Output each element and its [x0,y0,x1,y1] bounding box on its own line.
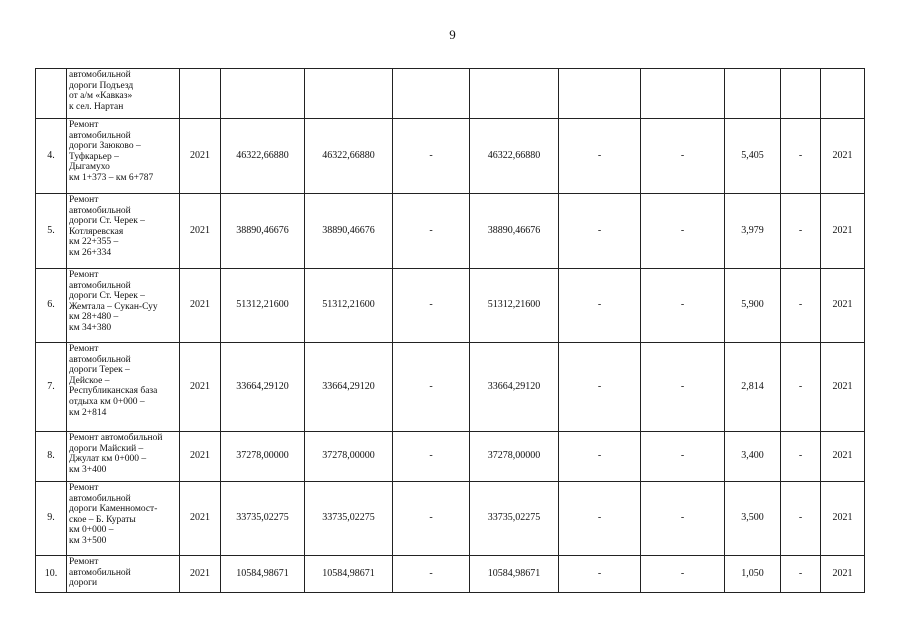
work-name-line: км 22+355 – [69,237,119,248]
work-name [67,119,180,194]
table-row [36,69,865,119]
cost-col-2: - [393,269,470,343]
end-year [821,69,865,119]
cost-col-6: - [781,432,821,482]
work-name-line: Ремонт [69,120,99,130]
work-name-line: км 2+814 [69,407,107,418]
work-name-line: к сел. Нартан [69,101,124,112]
work-name-line: км 28+480 – [69,312,119,323]
cost-col-6: - [781,343,821,432]
cost-col-6: - [781,482,821,556]
total-cost: 33664,29120 [221,343,305,432]
end-year: 2021 [821,556,865,593]
work-name-line: Жемтала – Сукан-Суу [69,301,158,312]
length-km: 5,900 [725,269,781,343]
work-name-line: Джулат км 0+000 – [69,454,147,465]
work-name [67,194,180,269]
start-year [180,69,221,119]
work-name-line: Дейское – [69,375,110,386]
cost-col-5: - [641,482,725,556]
work-name-line: Ремонт [69,557,99,567]
cost-col-5: - [641,194,725,269]
cost-col-3: 33735,02275 [470,482,559,556]
cost-col-3: 37278,00000 [470,432,559,482]
work-name-line: км 26+334 [69,247,112,258]
cost-col-2: - [393,119,470,194]
length-km: 5,405 [725,119,781,194]
work-name [67,482,180,556]
total-cost: 37278,00000 [221,432,305,482]
cost-col-4: - [559,343,641,432]
work-name-line: км 0+000 – [69,525,114,536]
work-name-line: ское – Б. Кураты [69,514,136,525]
work-name-line: Туфкарьер – [69,151,119,162]
cost-col-1: 10584,98671 [305,556,393,593]
total-cost: 46322,66880 [221,119,305,194]
cost-col-5: - [641,269,725,343]
cost-col-5: - [641,432,725,482]
length-km: 3,400 [725,432,781,482]
start-year: 2021 [180,556,221,593]
work-name-line: дороги Каменномост- [69,504,158,515]
work-name-line: автомобильной [69,205,131,216]
work-name [67,343,180,432]
row-number: 7. [36,343,67,432]
work-name-line: автомобильной [69,354,131,365]
cost-col-1: 46322,66880 [305,119,393,194]
cost-col-1: 38890,46676 [305,194,393,269]
end-year: 2021 [821,482,865,556]
cost-col-3: 38890,46676 [470,194,559,269]
cost-col-5: - [641,343,725,432]
total-cost: 10584,98671 [221,556,305,593]
table-row [36,194,865,269]
cost-col-4: - [559,269,641,343]
end-year: 2021 [821,343,865,432]
end-year: 2021 [821,119,865,194]
table-body [36,69,865,593]
work-name-line: Ремонт автомобильной [69,433,163,443]
row-number [36,69,67,119]
cost-col-1 [305,69,393,119]
work-name-line: Дыгамухо [69,162,110,173]
cost-col-4 [559,69,641,119]
start-year: 2021 [180,194,221,269]
end-year: 2021 [821,269,865,343]
work-name-line: автомобильной [69,130,131,141]
cost-col-4: - [559,119,641,194]
cost-col-2 [393,69,470,119]
end-year: 2021 [821,432,865,482]
work-name-line: автомобильной [69,493,131,504]
table-row [36,432,865,482]
start-year: 2021 [180,269,221,343]
cost-col-1: 51312,21600 [305,269,393,343]
work-name-line: дороги Подъезд [69,80,134,91]
table-row [36,119,865,194]
length-km: 3,500 [725,482,781,556]
work-name-line: отдыха км 0+000 – [69,396,145,407]
total-cost: 33735,02275 [221,482,305,556]
cost-col-6 [781,69,821,119]
start-year: 2021 [180,482,221,556]
cost-col-4: - [559,556,641,593]
cost-col-2: - [393,482,470,556]
end-year: 2021 [821,194,865,269]
cost-col-4: - [559,194,641,269]
work-name [67,269,180,343]
table-row [36,482,865,556]
work-name-line: дороги Майский – [69,443,144,454]
row-number: 4. [36,119,67,194]
row-number: 10. [36,556,67,593]
start-year: 2021 [180,119,221,194]
length-km: 2,814 [725,343,781,432]
cost-col-5: - [641,119,725,194]
work-name-line: км 1+373 – км 6+787 [69,172,154,183]
cost-col-4: - [559,482,641,556]
row-number: 5. [36,194,67,269]
cost-col-6: - [781,119,821,194]
length-km: 3,979 [725,194,781,269]
work-name-line: дороги Ст. Черек – [69,216,145,227]
work-name-line: Ремонт [69,270,99,280]
work-name-line: от а/м «Кавказ» [69,91,133,102]
cost-col-5: - [641,556,725,593]
cost-col-2: - [393,343,470,432]
work-name-line: км 34+380 [69,322,112,333]
cost-col-6: - [781,194,821,269]
cost-col-3: 46322,66880 [470,119,559,194]
cost-col-5 [641,69,725,119]
table-row [36,269,865,343]
work-name-line: автомобильной [69,70,131,80]
work-name-line: Ремонт [69,195,99,205]
cost-col-6: - [781,269,821,343]
work-name-line: Котляревская [69,226,124,237]
row-number: 8. [36,432,67,482]
cost-col-2: - [393,556,470,593]
page-number: 9 [449,27,456,42]
work-name-line: Республиканская база [69,386,158,397]
work-name-line: Ремонт [69,483,99,493]
cost-col-2: - [393,194,470,269]
total-cost: 38890,46676 [221,194,305,269]
work-name [67,69,180,119]
work-name-line: дороги Заюково – [69,141,141,152]
work-name-line: км 3+400 [69,464,107,475]
work-name-line: автомобильной [69,280,131,291]
work-name [67,556,180,593]
cost-col-1: 33664,29120 [305,343,393,432]
cost-col-6: - [781,556,821,593]
cost-col-3: 33664,29120 [470,343,559,432]
cost-col-3: 10584,98671 [470,556,559,593]
start-year: 2021 [180,432,221,482]
work-name-line: Ремонт [69,344,99,354]
cost-col-3: 51312,21600 [470,269,559,343]
work-name-line: автомобильной [69,567,131,578]
cost-col-4: - [559,432,641,482]
table-row [36,343,865,432]
program-table [35,68,865,593]
row-number: 6. [36,269,67,343]
work-name-line: дороги Ст. Черек – [69,291,145,302]
total-cost: 51312,21600 [221,269,305,343]
row-number: 9. [36,482,67,556]
length-km: 1,050 [725,556,781,593]
cost-col-2: - [393,432,470,482]
cost-col-3 [470,69,559,119]
start-year: 2021 [180,343,221,432]
work-name-line: км 3+500 [69,535,107,546]
work-name [67,432,180,482]
total-cost [221,69,305,119]
length-km [725,69,781,119]
cost-col-1: 37278,00000 [305,432,393,482]
table-row [36,556,865,593]
cost-col-1: 33735,02275 [305,482,393,556]
work-name-line: дороги [69,578,98,589]
work-name-line: дороги Терек – [69,365,130,376]
